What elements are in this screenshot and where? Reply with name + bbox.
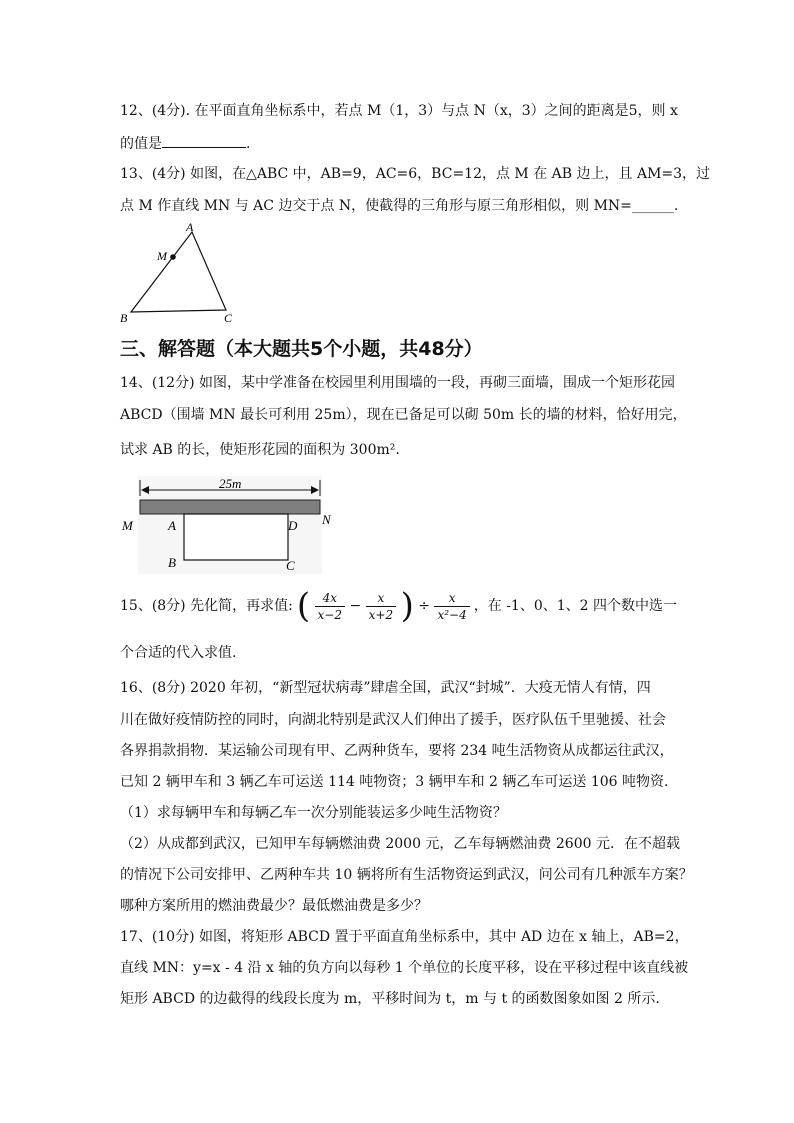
q16-line-2: 川在做好疫情防控的同时，向湖北特别是武汉人们伸出了援手，医疗队伍千里驰援、社会 <box>120 712 666 728</box>
section-3-heading: 三、解答题（本大题共5个小题，共48分） <box>120 338 483 360</box>
label-m: M <box>157 249 167 263</box>
fraction-1-numerator: 4x <box>315 590 345 607</box>
triangle-abc <box>131 232 226 312</box>
q16-line-4: 已知 2 辆甲车和 3 辆乙车可运送 114 吨物资；3 辆甲车和 2 辆乙车可运送 106 吨物资. <box>120 774 669 790</box>
q16-line-6: （2）从成都到武汉，已知甲车每辆燃油费 2000 元，乙车每辆燃油费 2600 元．在不超载 <box>120 836 680 852</box>
q15-prefix: 15、(8分) 先化简，再求值: <box>120 598 293 614</box>
q14-line-2: ABCD（围墙 MN 最长可利用 25m），现在已备足可以砌 50m 长的墙的材料，恰好用完， <box>120 407 687 423</box>
right-paren: ) <box>400 586 414 626</box>
q16-line-5: （1）求每辆甲车和每辆乙车一次分别能装运多少吨生活物资？ <box>120 805 507 821</box>
label-b: B <box>120 311 128 325</box>
q12-prefix: 的值是 <box>120 136 162 152</box>
q16-line-8: 哪种方案所用的燃油费最少？最低燃油费是多少？ <box>120 898 428 914</box>
q14-line-1: 14、(12分) 如图，某中学准备在校园里利用围墙的一段，再砌三面墙，围成一个矩形花园 <box>120 375 676 391</box>
q13-line-1: 13、(4分) 如图，在△ABC 中，AB=9，AC=6，BC=12，点 M 在 AB 边上，且 AM=3，过 <box>120 166 711 182</box>
q14-garden-figure <box>112 474 344 576</box>
label-d: D <box>288 518 298 533</box>
fraction-2 <box>366 590 396 623</box>
garden-rectangle <box>184 514 288 560</box>
q15-line-2: 个合适的代入求值. <box>120 645 237 661</box>
minus-sign: − <box>349 598 362 614</box>
label-m: M <box>122 518 133 533</box>
fraction-3-denominator: x²−4 <box>437 607 467 622</box>
label-a: A <box>186 220 194 234</box>
label-a: A <box>168 518 176 533</box>
length-label: 25m <box>219 476 242 491</box>
fraction-1-denominator: x−2 <box>317 607 342 622</box>
q12-line-2 <box>120 133 250 154</box>
fraction-1 <box>315 590 345 623</box>
q17-line-3: 矩形 ABCD 的边截得的线段长度为 m，平移时间为 t，m 与 t 的函数图象如图 2 所示. <box>120 991 660 1007</box>
q16-line-3: 各界捐款捐物．某运输公司现有甲、乙两种货车，要将 234 吨生活物资从成都运往武汉， <box>120 743 674 759</box>
fraction-2-denominator: x+2 <box>368 607 394 622</box>
label-n: N <box>322 512 331 527</box>
label-c: C <box>286 558 295 573</box>
q15-line-1 <box>120 584 677 628</box>
q12-answer-blank[interactable] <box>162 133 246 148</box>
q12-suffix: . <box>246 136 251 152</box>
q15-expression <box>296 586 470 626</box>
q17-line-1: 17、(10分) 如图，将矩形 ABCD 置于平面直角坐标系中，其中 AD 边在 x 轴上，AB=2， <box>120 929 689 945</box>
label-c: C <box>224 311 233 325</box>
fraction-3-numerator: x <box>434 590 469 607</box>
q15-suffix: ，在 -1、0、1、2 四个数中选一 <box>473 598 678 614</box>
divide-sign: ÷ <box>418 598 431 614</box>
left-paren: ( <box>296 586 311 626</box>
q13-line-2: 点 M 作直线 MN 与 AC 边交于点 N，使截得的三角形与原三角形相似，则 MN=______. <box>120 198 679 214</box>
q13-triangle-figure <box>112 220 242 326</box>
q16-line-1: 16、(8分) 2020 年初，“新型冠状病毒”肆虐全国，武汉“封城”．大疫无情人有情，四 <box>120 680 651 696</box>
wall-mn <box>140 500 320 514</box>
q17-line-2: 直线 MN：y=x - 4 沿 x 轴的负方向以每秒 1 个单位的长度平移，设在平移过程中该直线被 <box>120 960 689 976</box>
q16-line-7: 的情况下公司安排甲、乙两种车共 10 辆将所有生活物资运到武汉，问公司有几种派车方案？ <box>120 867 693 883</box>
q14-line-3: 试求 AB 的长，使矩形花园的面积为 300m². <box>120 442 400 458</box>
label-b: B <box>168 555 176 570</box>
fraction-3 <box>434 590 469 623</box>
q12-line-1: 12、(4分). 在平面直角坐标系中，若点 M（1，3）与点 N（x，3）之间的距离是5，则 x <box>120 103 678 119</box>
fraction-2-numerator: x <box>366 590 396 607</box>
point-m-dot <box>170 254 176 260</box>
